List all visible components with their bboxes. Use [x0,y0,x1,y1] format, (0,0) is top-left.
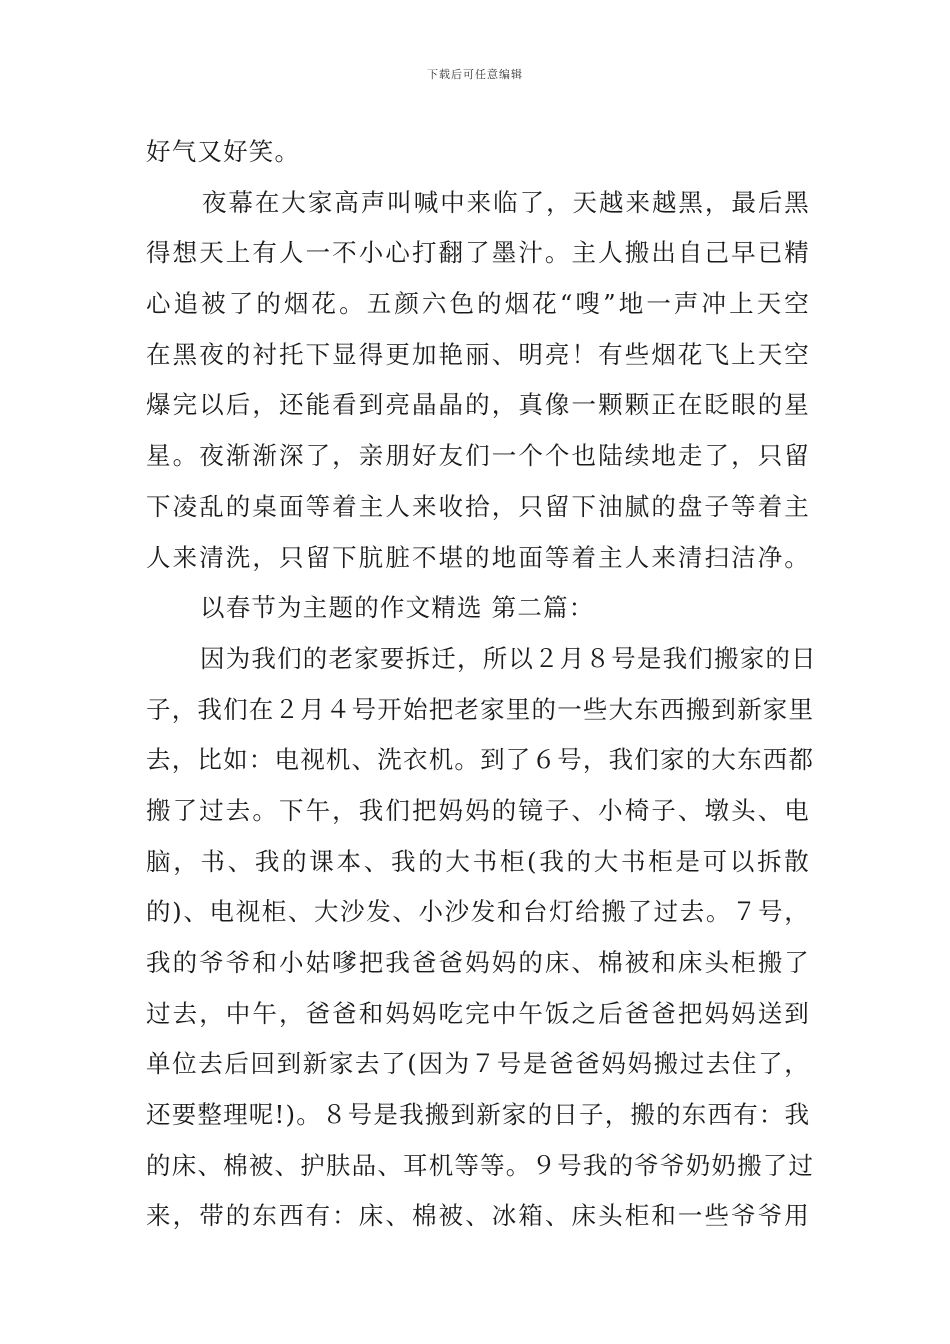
section-heading: 以春节为主题的作文精选 第二篇： [200,593,595,623]
document-body [146,127,817,1242]
text-line: 在黑夜的衬托下显得更加艳丽、明亮！有些烟花飞上天空 [146,339,810,369]
text-line: 还要整理呢!)。８号是我搬到新家的日子，搬的东西有：我 [146,1100,811,1130]
text-line: 好气又好笑。 [146,137,301,166]
paragraph-start: 因为我们的老家要拆迁，所以２月８号是我们搬家的日 [200,643,817,673]
page-header: 下载后可任意编辑 [427,68,523,81]
paragraph-start: 夜幕在大家高声叫喊中来临了，天越来越黑，最后黑 [202,187,810,217]
text-line: 来，带的东西有：床、棉被、冰箱、床头柜和一些爷爷用 [146,1201,810,1231]
text-line: 得想天上有人一不小心打翻了墨汁。主人搬出自己早已精 [146,238,810,268]
text-line: 的床、棉被、护肤品、耳机等等。９号我的爷爷奶奶搬了过 [146,1150,815,1180]
text-line: 脑，书、我的课本、我的大书柜(我的大书柜是可以拆散 [146,846,810,876]
text-line: 去，比如：电视机、洗衣机。到了６号，我们家的大东西都 [146,745,815,775]
text-line: 搬了过去。下午，我们把妈妈的镜子、小椅子、墩头、电 [146,795,810,825]
text-line: 下凌乱的桌面等着主人来收拾，只留下油腻的盘子等着主 [146,491,810,521]
text-line: 爆完以后，还能看到亮晶晶的，真像一颗颗正在眨眼的星 [146,390,810,420]
text-line: 人来清洗，只留下肮脏不堪的地面等着主人来清扫洁净。 [146,542,810,572]
text-line: 单位去后回到新家去了(因为７号是爸爸妈妈搬过去住了， [146,1049,810,1079]
text-line: 星。夜渐渐深了，亲朋好友们一个个也陆续地走了，只留 [146,441,810,471]
text-line: 子，我们在２月４号开始把老家里的一些大东西搬到新家里 [146,694,815,724]
text-line: 的)、电视柜、大沙发、小沙发和台灯给搬了过去。７号， [146,897,810,927]
text-line: 过去，中午，爸爸和妈妈吃完中午饭之后爸爸把妈妈送到 [146,998,810,1028]
text-line: 我的爷爷和小姑嗲把我爸爸妈妈的床、棉被和床头柜搬了 [146,948,810,977]
text-line: 心追被了的烟花。五颜六色的烟花“嗖”地一声冲上天空 [146,289,810,319]
